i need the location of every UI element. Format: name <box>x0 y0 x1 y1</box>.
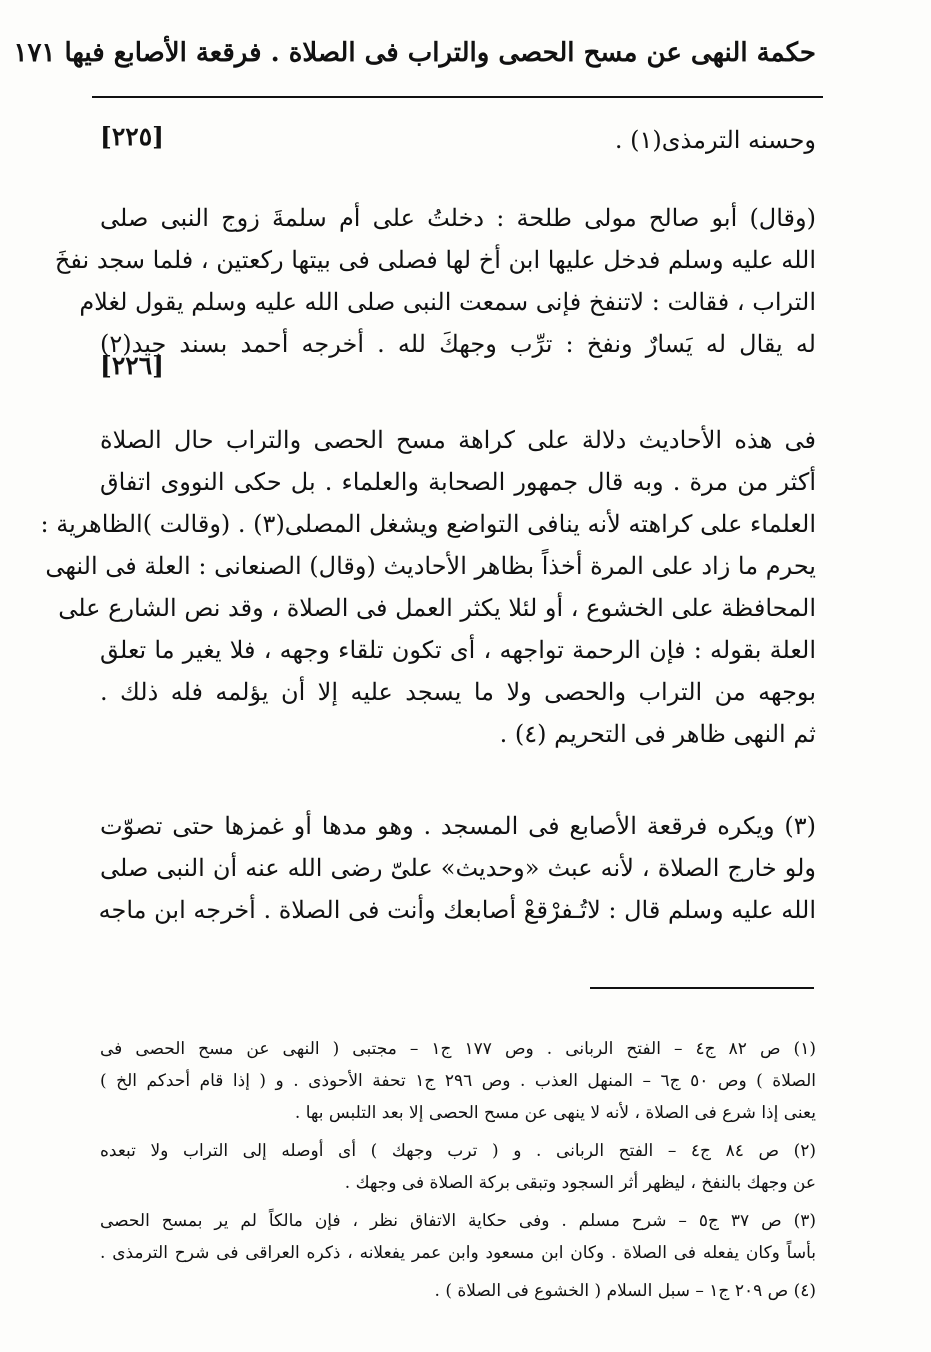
paragraph-line: الله عليه وسلم فدخل عليها ابن أخ لها فصلى فى بيتها ركعتين ، فلما سجد نفخَ <box>54 246 816 274</box>
header-divider <box>92 96 823 98</box>
paragraph-line: (٣) ويكره فرقعة الأصابع فى المسجد . وهو مدها أو غمزها حتى تصوّت <box>100 812 816 840</box>
paragraph-line: أكثر من مرة . وبه قال جمهور الصحابة والعلماء . بل حكى النووى اتفاق <box>100 468 816 496</box>
footnote-line: (١) ص ٨٢ ج٤ – الفتح الربانى . وص ١٧٧ ج١ – مجتبى ( النهى عن مسح الحصى فى <box>100 1039 816 1059</box>
footnote-line: الصلاة ) وص ٥٠ ج٦ – المنهل العذب . وص ٢٩٦ ج١ تحفة الأحوذى . و ( إذا قام أحدكم الخ ) <box>100 1071 816 1091</box>
footnote-line: يعنى إذا شرع فى الصلاة ، لأنه لا ينهى عن مسح الحصى إلا بعد التلبس بها . <box>294 1103 816 1123</box>
footnote-line: (٢) ص ٨٤ ج٤ – الفتح الربانى . و ( ترب وجهك ) أى أوصله إلى التراب ولا تبعده <box>100 1141 816 1161</box>
paragraph-line: بوجهه من التراب والحصى ولا ما يسجد عليه إلا أن يؤلمه فله ذلك . <box>100 678 816 706</box>
paragraph-line: وحسنه الترمذى(١) . <box>614 126 816 154</box>
paragraph-line: ولو خارج الصلاة ، لأنه عبث «وحديث» علىّ رضى الله عنه أن النبى صلى <box>100 854 816 882</box>
footnote-line: عن وجهك بالنفخ ، ليظهر أثر السجود وتبقى بركة الصلاة فى وجهك . <box>344 1173 816 1193</box>
paragraph-line: يحرم ما زاد على المرة أخذاً بظاهر الأحاديث (وقال) الصنعانى : العلة فى النهى <box>45 552 816 580</box>
section-marker-226: [٢٢٦] <box>100 351 164 380</box>
paragraph-line: (وقال) أبو صالح مولى طلحة : دخلتُ على أم سلمةَ زوج النبى صلى <box>100 204 816 232</box>
paragraph-line: المحافظة على الخشوع ، أو لئلا يكثر العمل فى الصلاة ، وقد نص الشارع على <box>58 594 816 622</box>
paragraph-line: الله عليه وسلم قال : لاتُـفرْقعْ أصابعك وأنت فى الصلاة . أخرجه ابن ماجه <box>98 896 816 924</box>
paragraph-line: العلماء على كراهته لأنه ينافى التواضع ويشغل المصلى(٣) . (وقالت )الظاهرية : <box>40 510 816 538</box>
footnote-line: (٣) ص ٣٧ ج٥ – شرح مسلم . وفى حكاية الاتفاق نظر ، فإن مالكاً لم ير بمسح الحصى <box>100 1211 816 1231</box>
paragraph-line: التراب ، فقالت : لاتنفخ فإنى سمعت النبى صلى الله عليه وسلم يقول لغلام <box>79 288 816 316</box>
footnote-line: (٤) ص ٢٠٩ ج١ – سبل السلام ( الخشوع فى الصلاة ) . <box>434 1281 816 1301</box>
paragraph-line: العلة بقوله : فإن الرحمة تواجهه ، أى تكون تلقاء وجهه ، فلا يغير ما تعلق <box>100 636 816 664</box>
running-header: حكمة النهى عن مسح الحصى والتراب فى الصلاة . فرقعة الأصابع فيها ١٧١ <box>13 38 816 68</box>
section-marker-225: [٢٢٥] <box>100 122 164 151</box>
footnote-divider <box>590 987 814 989</box>
footnote-line: بأساً وكان يفعله فى الصلاة . وكان ابن مسعود وابن عمر يفعلانه ، ذكره العراقى فى شرح الترمذى . <box>100 1243 816 1263</box>
paragraph-line: ثم النهى ظاهر فى التحريم (٤) . <box>499 720 816 748</box>
paragraph-line: فى هذه الأحاديث دلالة على كراهة مسح الحصى والتراب حال الصلاة <box>100 426 816 454</box>
paragraph-line: له يقال له يَسارٌ ونفخ : ترِّب وجهكَ لله . أخرجه أحمد بسند جيد(٢) <box>100 330 816 358</box>
